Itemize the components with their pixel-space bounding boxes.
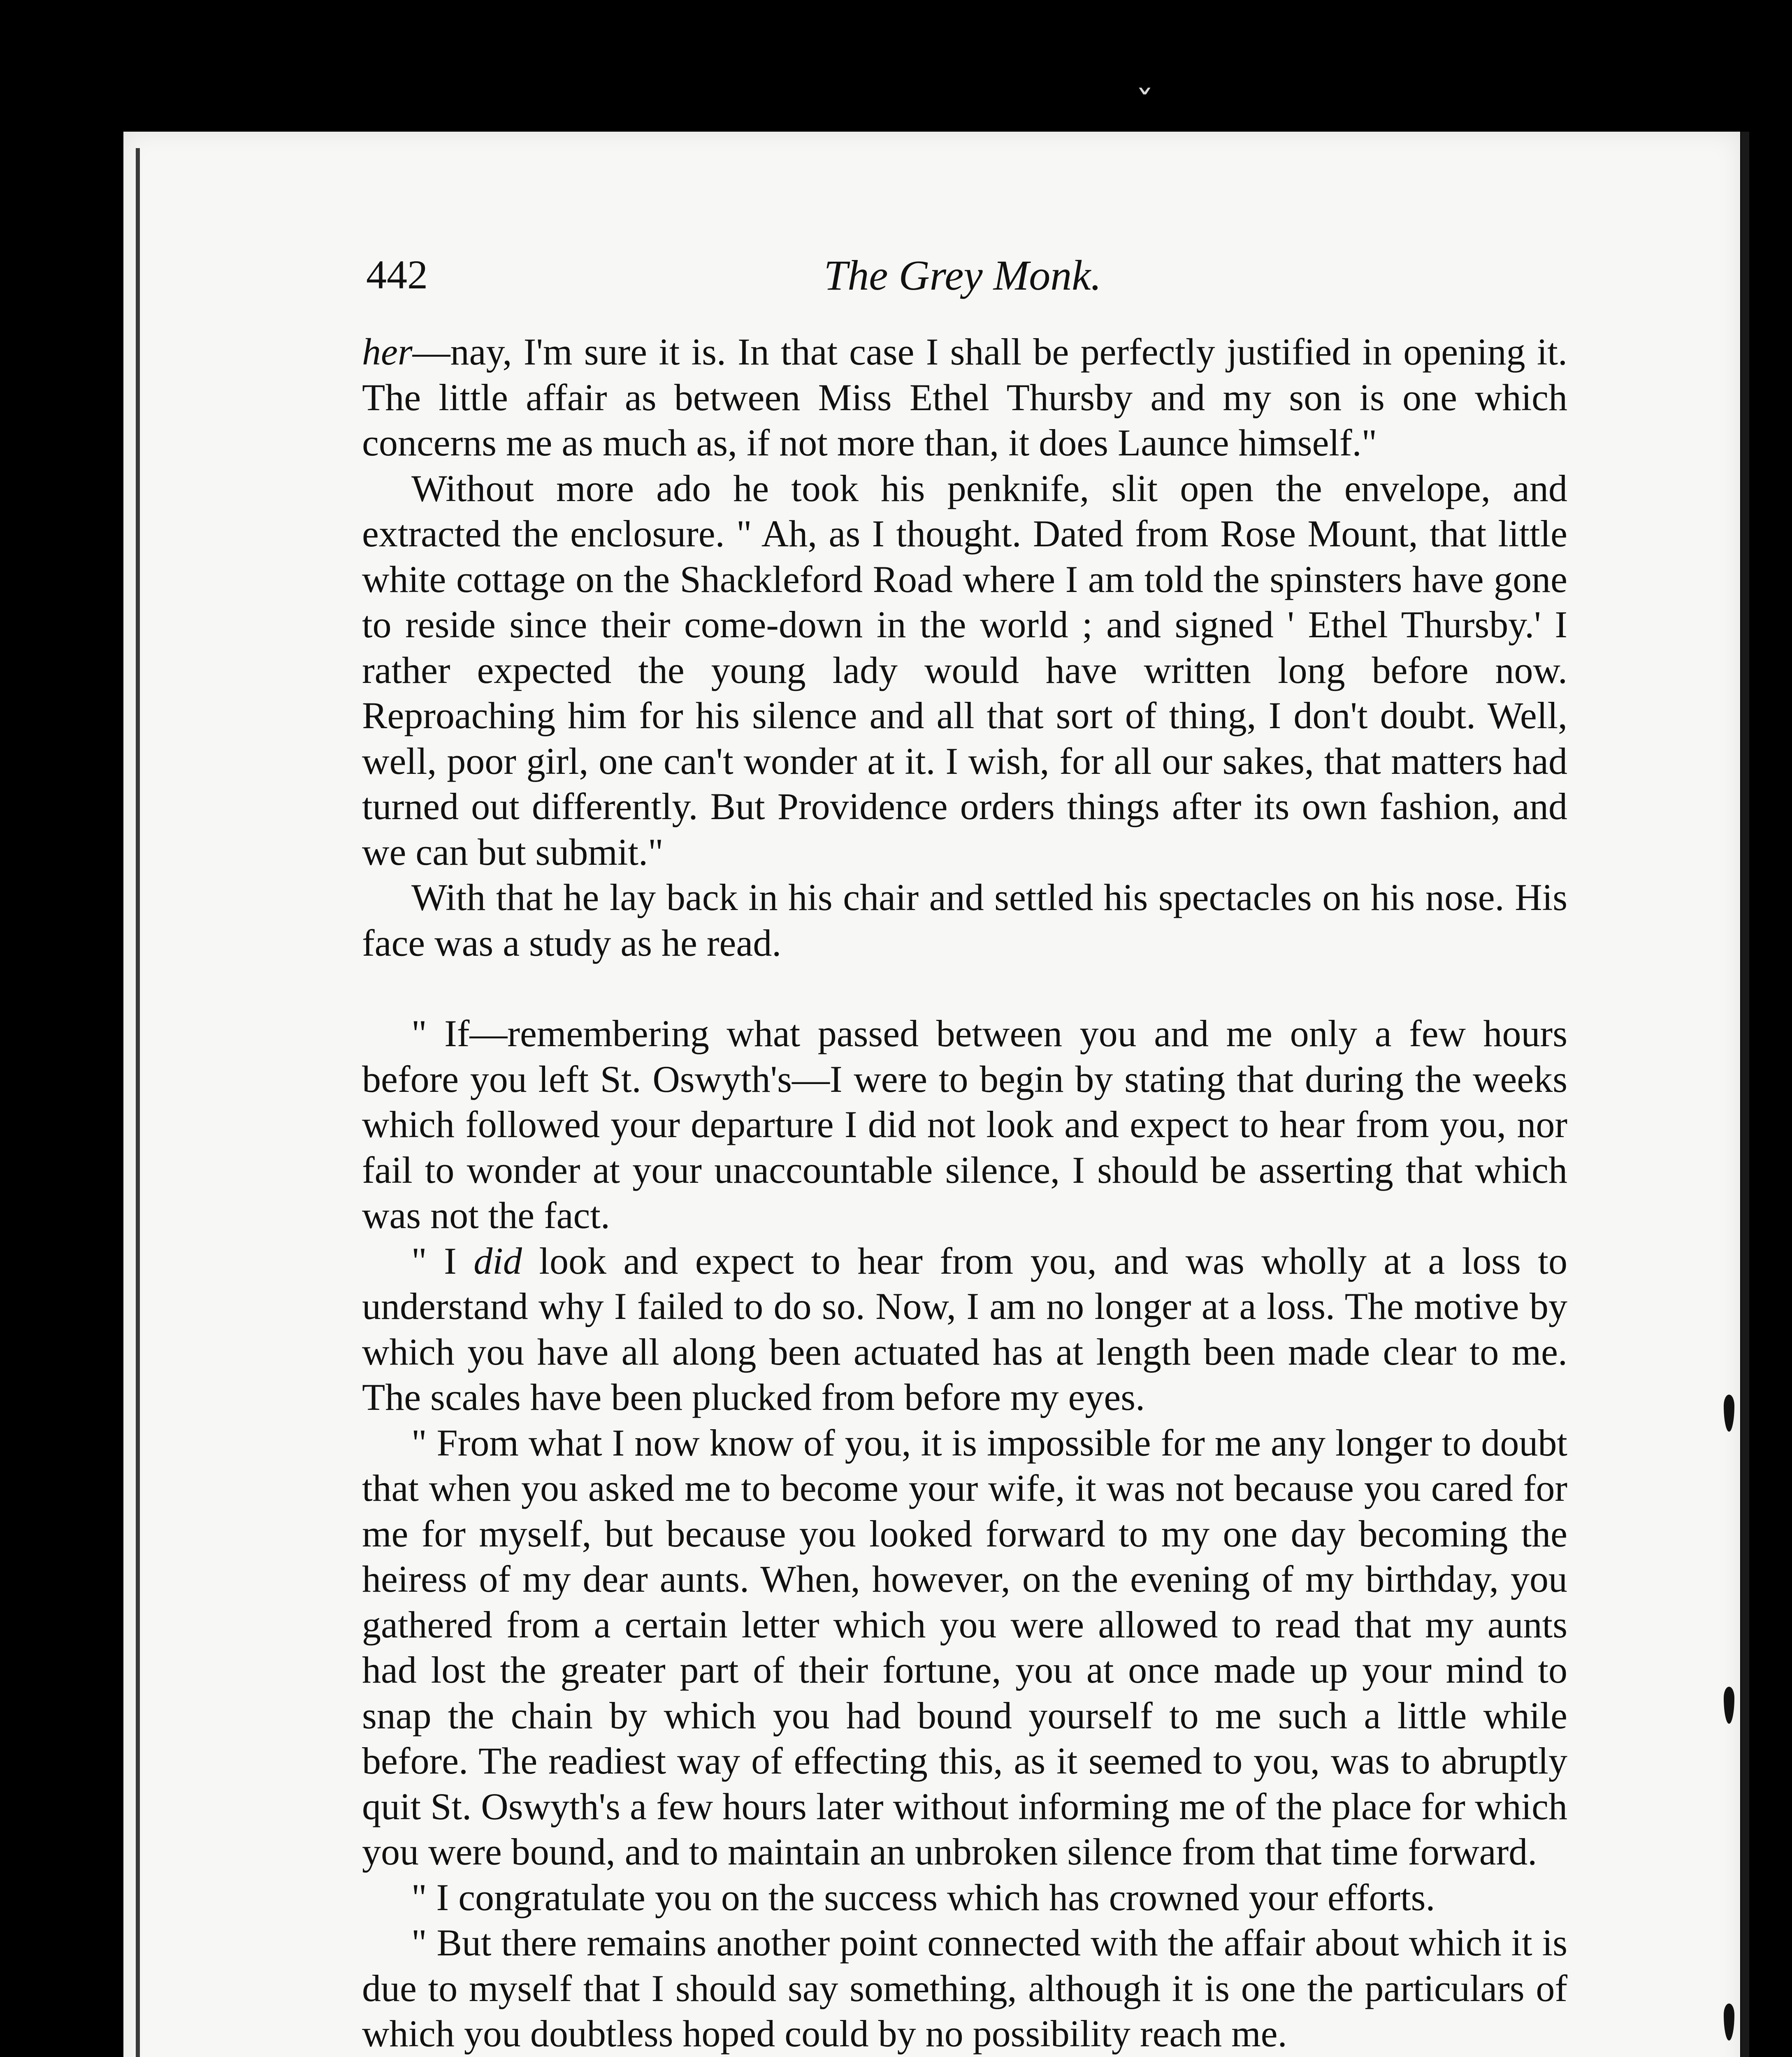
italic-word: did: [474, 1240, 522, 1282]
page-left-edge: [136, 148, 140, 2057]
letter-paragraph: " I did look and expect to hear from you, and was wholly at a loss to understand why I failed to do so. Now, I am no longer at a loss. The motive by which you have all along been actuated has at length been made clear to me. The scales have been plucked from before my eyes.: [362, 1240, 1567, 1418]
running-title: The Grey Monk.: [824, 252, 1102, 299]
body-text: [362, 329, 1567, 2057]
paragraph: her—nay, I'm sure it is. In that case I shall be perfectly justified in opening it. The little affair as between Miss Ethel Thursby and my son is one which concerns me as much as, if not more than, it does Launce himself.": [362, 331, 1567, 464]
page-right-edge: [1741, 132, 1749, 2057]
letter-paragraph: " But there remains another point connected with the affair about which it is due to myself that I should say something, although it is one the particulars of which you doubtless hoped could by no possibility reach me.: [362, 1922, 1567, 2055]
page-header: [366, 251, 1617, 313]
italic-word: her: [362, 331, 413, 373]
letter-paragraph: " I congratulate you on the success which has crowned your efforts.: [411, 1876, 1435, 1918]
page-number: 442: [366, 252, 428, 297]
paragraph: Without more ado he took his penknife, slit open the envelope, and extracted the enclosure. " Ah, as I thought. Dated from Rose Mount, that little white cottage on the Shackleford Road where I am told the spinsters have gone to reside since their come-down in the world ; and signed ' Ethel Thursby.' I rather expected the young lady would have written long before now. Reproaching him for his silence and all that sort of thing, I don't doubt. Well, well, poor girl, one can't wonder at it. I wish, for all our sakes, that matters had turned out differently. But Providence orders things after its own fashion, and we can but submit.": [362, 467, 1567, 873]
paragraph: With that he lay back in his chair and settled his spectacles on his nose. His face was a study as he read.: [362, 876, 1567, 964]
letter-paragraph: " If—remembering what passed between you and me only a few hours before you left St. Oswyth's—I were to begin by stating that during the weeks which followed your departure I did not look and expect to hear from you, nor fail to wonder at your unaccountable silence, I should be asserting that which was not the fact.: [362, 1012, 1567, 1236]
scan-speck: ˇ: [1135, 83, 1154, 126]
letter-paragraph: " From what I now know of you, it is impossible for me any longer to doubt that when you asked me to become your wife, it was not because you cared for me for myself, but because you looked forward to my one day becoming the heiress of my dear aunts. When, however, on the evening of my birthday, you gathered from a certain letter which you were allowed to read that my aunts had lost the greater part of their fortune, you at once made up your mind to snap the chain by which you had bound yourself to me such a little while before. The readiest way of effecting this, as it seemed to you, was to abruptly quit St. Oswyth's a few hours later without informing me of the place for which you were bound, and to maintain an unbroken silence from that time forward.: [362, 1421, 1567, 1873]
